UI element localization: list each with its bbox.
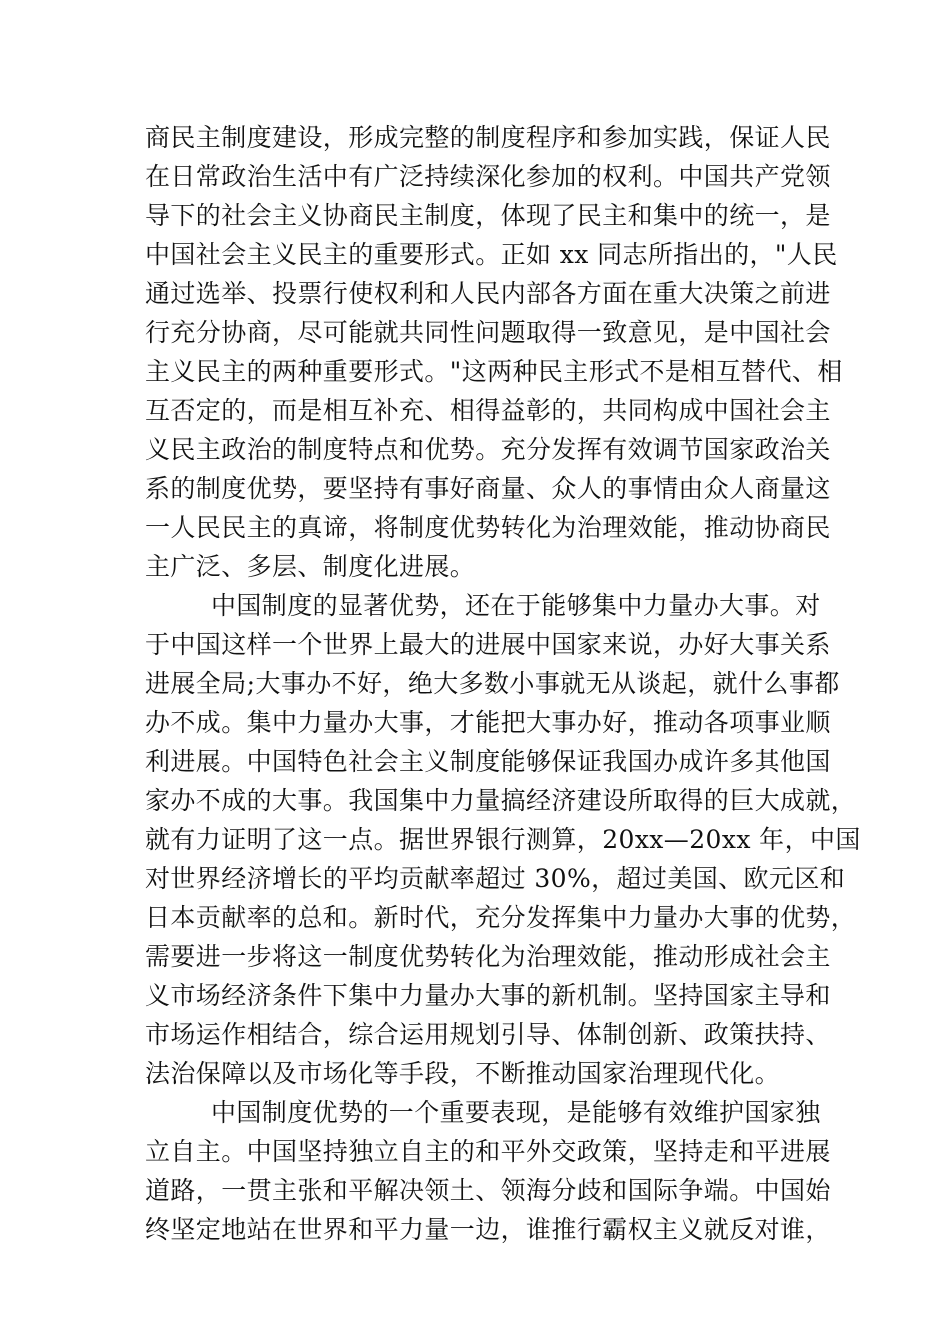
text-line: 互否定的，而是相互补充、相得益彰的，共同构成中国社会主	[145, 396, 831, 425]
text-line: 义民主政治的制度特点和优势。充分发挥有效调节国家政治关	[145, 435, 831, 464]
text-line: 家办不成的大事。我国集中力量搞经济建设所取得的巨大成就，	[145, 786, 857, 815]
text-line: 道路，一贯主张和平解决领土、领海分歧和国际争端。中国始	[145, 1176, 831, 1205]
text-line: 就有力证明了这一点。据世界银行测算，20xx—20xx 年，中国	[145, 825, 861, 854]
text-line: 需要进一步将这一制度优势转化为治理效能，推动形成社会主	[145, 942, 831, 971]
text-line: 义市场经济条件下集中力量办大事的新机制。坚持国家主导和	[145, 981, 831, 1010]
text-line: 在日常政治生活中有广泛持续深化参加的权利。中国共产党领	[145, 162, 831, 191]
text-line: 中国社会主义民主的重要形式。正如 xx 同志所指出的，"人民	[145, 240, 838, 269]
text-line: 导下的社会主义协商民主制度，体现了民主和集中的统一，是	[145, 201, 831, 230]
text-line: 主义民主的两种重要形式。"这两种民主形式不是相互替代、相	[145, 357, 843, 386]
text-line: 法治保障以及市场化等手段，不断推动国家治理现代化。	[145, 1059, 781, 1088]
text-line: 一人民民主的真谛，将制度优势转化为治理效能，推动协商民	[145, 513, 831, 542]
text-line: 立自主。中国坚持独立自主的和平外交政策，坚持走和平进展	[145, 1137, 831, 1166]
text-line: 于中国这样一个世界上最大的进展中国家来说，办好大事关系	[145, 630, 831, 659]
paragraph-2	[145, 586, 861, 1093]
paragraph-3	[145, 1093, 831, 1249]
text-line-indented: 中国制度优势的一个重要表现，是能够有效维护国家独	[211, 1098, 821, 1127]
text-line-indented: 中国制度的显著优势，还在于能够集中力量办大事。对	[211, 591, 821, 620]
text-line: 日本贡献率的总和。新时代，充分发挥集中力量办大事的优势，	[145, 903, 857, 932]
text-line: 主广泛、多层、制度化进展。	[145, 552, 476, 581]
text-line: 终坚定地站在世界和平力量一边，谁推行霸权主义就反对谁，	[145, 1215, 831, 1244]
text-line: 市场运作相结合，综合运用规划引导、体制创新、政策扶持、	[145, 1020, 831, 1049]
text-line: 办不成。集中力量办大事，才能把大事办好，推动各项事业顺	[145, 708, 831, 737]
text-line: 系的制度优势，要坚持有事好商量、众人的事情由众人商量这	[145, 474, 831, 503]
text-line: 通过选举、投票行使权利和人民内部各方面在重大决策之前进	[145, 279, 831, 308]
document-body	[145, 118, 861, 1249]
text-line: 对世界经济增长的平均贡献率超过 30%，超过美国、欧元区和	[145, 864, 846, 893]
text-line: 进展全局;大事办不好，绝大多数小事就无从谈起，就什么事都	[145, 669, 840, 698]
paragraph-1	[145, 118, 843, 586]
text-line: 行充分协商，尽可能就共同性问题取得一致意见，是中国社会	[145, 318, 831, 347]
text-line: 利进展。中国特色社会主义制度能够保证我国办成许多其他国	[145, 747, 831, 776]
text-line: 商民主制度建设，形成完整的制度程序和参加实践，保证人民	[145, 123, 831, 152]
